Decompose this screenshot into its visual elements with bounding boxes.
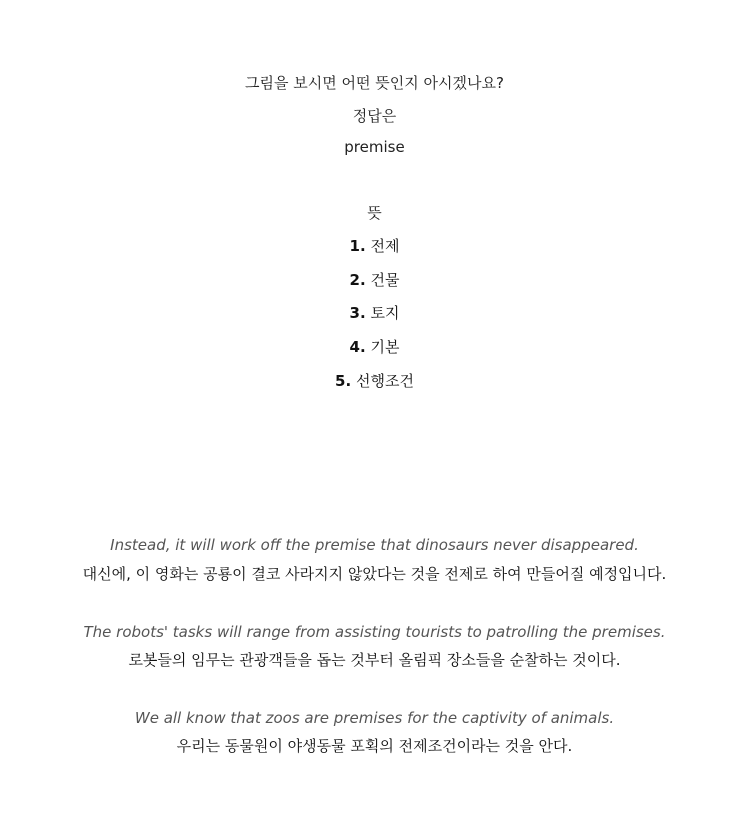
meaning-number: 5. — [335, 372, 352, 390]
answer-label: 정답은 — [352, 107, 397, 125]
meaning-item — [0, 236, 749, 256]
example-english: Instead, it will work off the premise that dinosaurs never disappeared. — [110, 536, 639, 554]
example-korean: 우리는 동물원이 야생동물 포획의 전제조건이라는 것을 안다. — [176, 737, 573, 755]
example-korean: 대신에, 이 영화는 공룡이 결코 사라지지 않았다는 것을 전제로 하여 만들어질 예정입니다. — [82, 565, 667, 583]
meaning-item — [0, 337, 749, 357]
meaning-text: 선행조건 — [355, 372, 414, 390]
question-text: 그림을 보시면 어떤 뜻인지 아시겠나요? — [245, 74, 504, 92]
vocab-word: premise — [344, 138, 405, 156]
example-korean: 로봇들의 임무는 관광객들을 돕는 것부터 올림픽 장소들을 순찰하는 것이다. — [128, 651, 621, 669]
meaning-number: 2. — [349, 271, 366, 289]
meaning-text: 기본 — [370, 338, 400, 356]
meaning-number: 1. — [349, 237, 366, 255]
meaning-item — [0, 303, 749, 323]
example-english: We all know that zoos are premises for the captivity of animals. — [134, 709, 615, 727]
meaning-number: 3. — [349, 304, 366, 322]
meaning-text: 건물 — [370, 271, 400, 289]
meaning-item — [0, 270, 749, 290]
meaning-item — [0, 371, 749, 391]
meaning-heading: 뜻 — [367, 204, 382, 222]
example-english: The robots' tasks will range from assisting tourists to patrolling the premises. — [83, 623, 666, 641]
meaning-text: 전제 — [370, 237, 400, 255]
meaning-number: 4. — [349, 338, 366, 356]
meaning-text: 토지 — [370, 304, 400, 322]
